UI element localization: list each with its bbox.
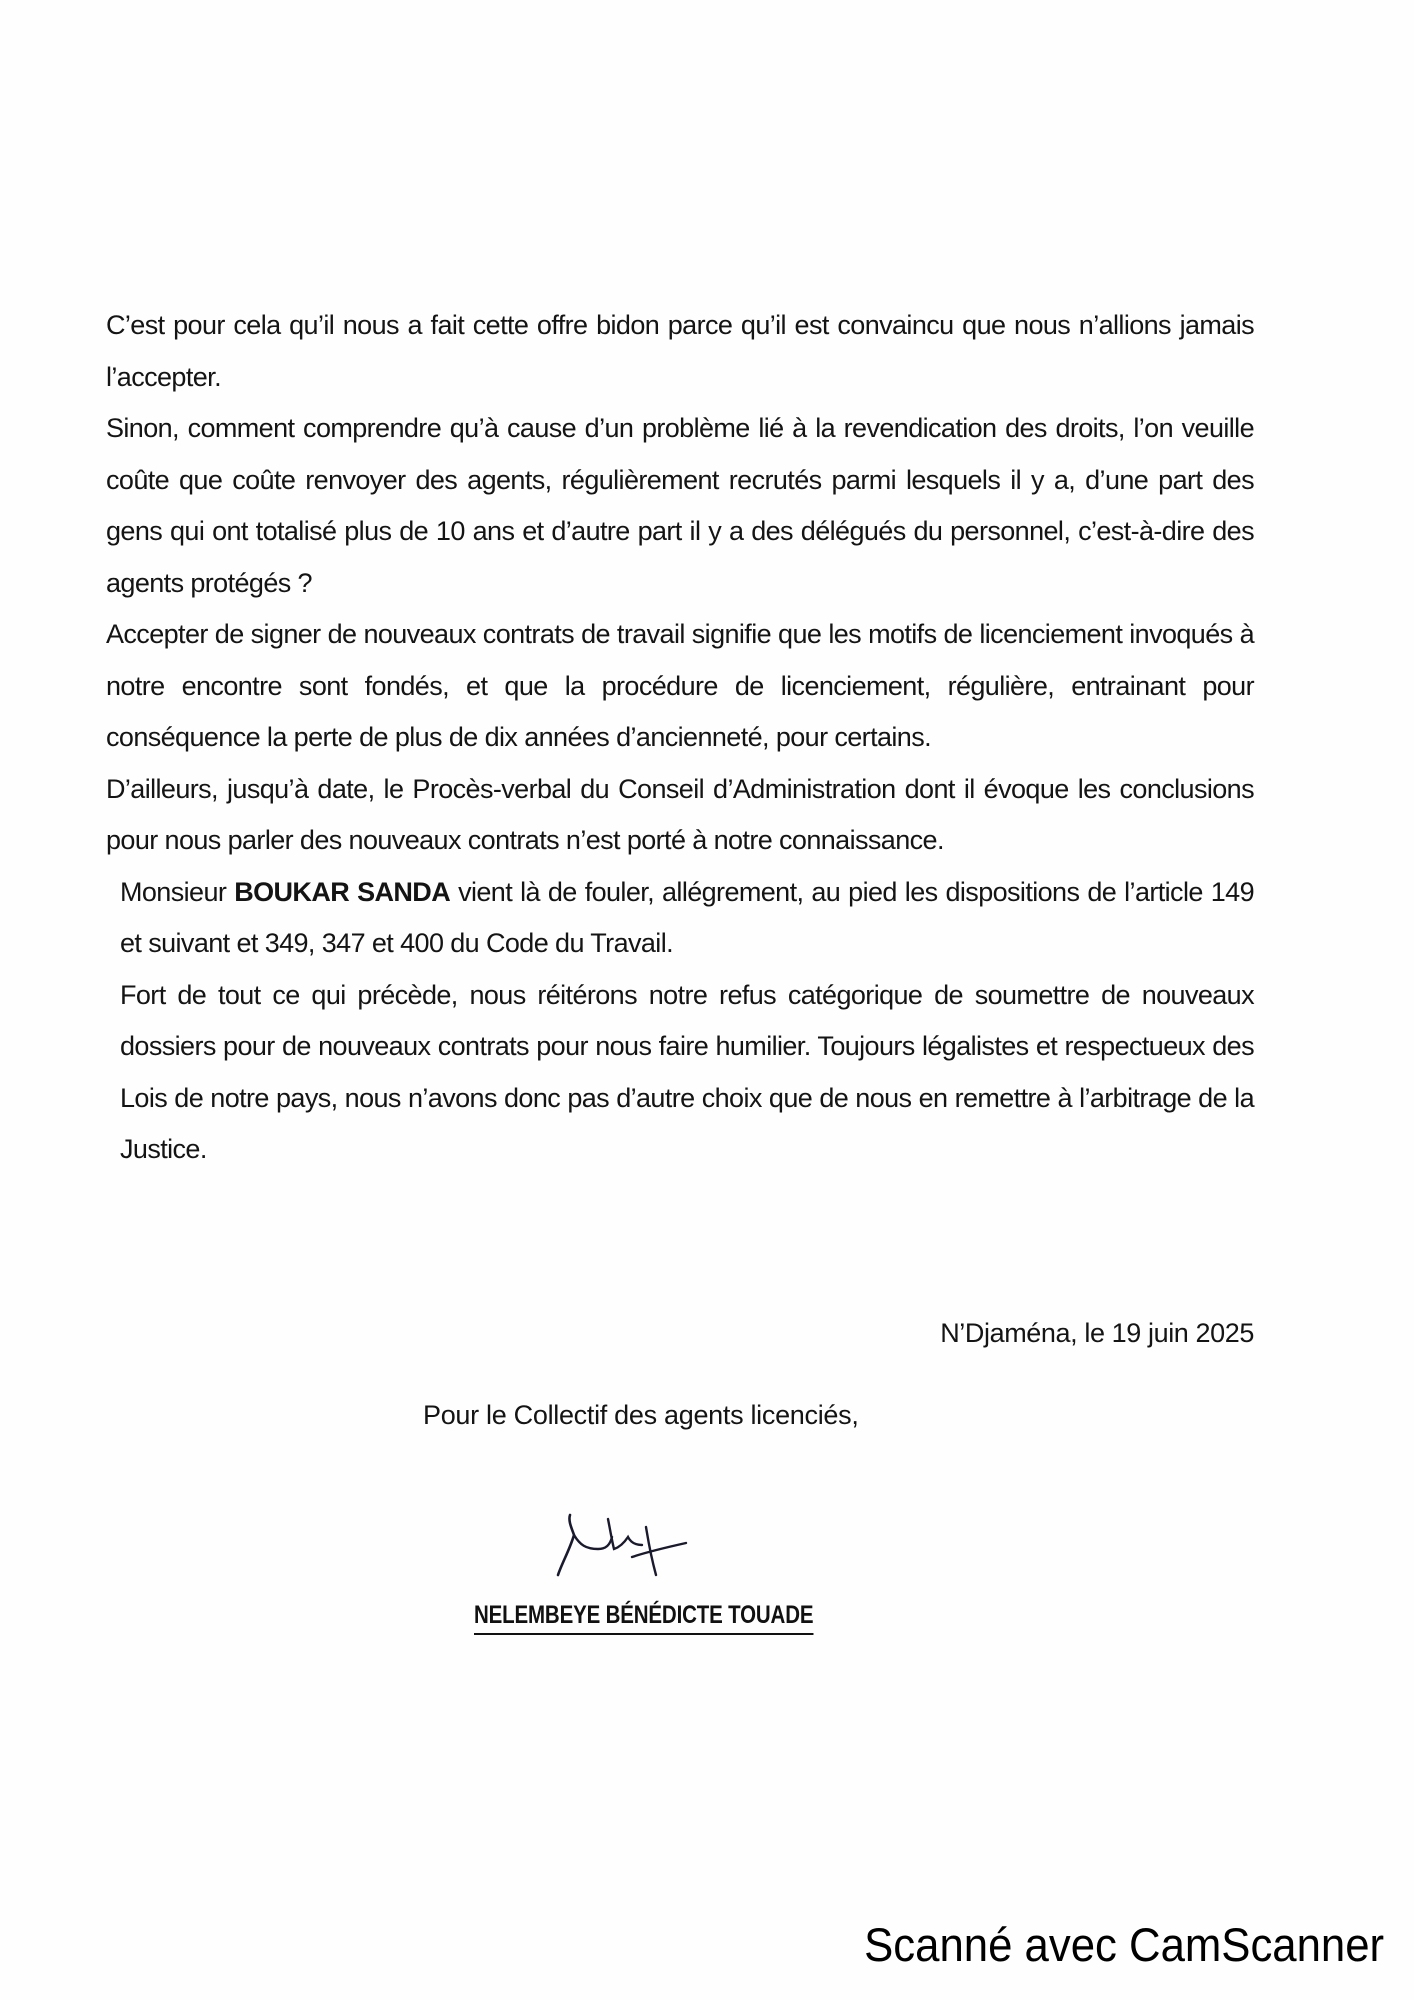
signer-name: NELEMBEYE BÉNÉDICTE TOUADE bbox=[474, 1598, 813, 1635]
closing-salutation: Pour le Collectif des agents licenciés, bbox=[423, 1400, 859, 1430]
letter-body bbox=[106, 300, 1254, 1176]
paragraph-offer: C’est pour cela qu’il nous a fait cette offre bidon parce qu’il est convaincu que nous n’allions jamais l’accepter. bbox=[106, 310, 1254, 392]
place-and-date: N’Djaména, le 19 juin 2025 bbox=[940, 1318, 1254, 1348]
camscanner-watermark: Scanné avec CamScanner bbox=[864, 1918, 1384, 1971]
paragraph-code-du-travail bbox=[106, 867, 1254, 970]
handwritten-signature-icon bbox=[550, 1505, 720, 1585]
paragraph-contracts: Accepter de signer de nouveaux contrats de travail signifie que les motifs de licenciement invoqués à notre encontre sont fondés, et que la procédure de licenciement, régulière, entrainant pour conséquence la perte de plus de dix années d’ancienneté, pour certains. bbox=[106, 619, 1254, 752]
paragraph-prefix: Monsieur bbox=[120, 876, 235, 907]
paragraph-proces-verbal: D’ailleurs, jusqu’à date, le Procès-verbal du Conseil d’Administration dont il évoque les conclusions pour nous parler des nouveaux contrats n’est porté à notre connaissance. bbox=[106, 773, 1254, 855]
paragraph-conclusion: Fort de tout ce qui précède, nous réitérons notre refus catégorique de soumettre de nouveaux dossiers pour de nouveaux contrats pour nous faire humilier. Toujours légalistes et respectueux des Lois de notre pays, nous n’avons donc pas d’autre choix que de nous en remettre à l’arbitrage de la Justice. bbox=[120, 979, 1254, 1164]
paragraph-question: Sinon, comment comprendre qu’à cause d’un problème lié à la revendication des droits, l’on veuille coûte que coûte renvoyer des agents, régulièrement recrutés parmi lesquels il y a, d’une part des gens qui ont totalisé plus de 10 ans et d’autre part il y a des délégués du personnel, c’est-à-dire des agents protégés ? bbox=[106, 413, 1254, 598]
named-person: BOUKAR SANDA bbox=[234, 876, 451, 907]
paragraph-suffix: vient là de fouler, allégrement, au pied les dispositions de l’article 149 et suivant et 349, 347 et 400 du Code du Travail. bbox=[120, 876, 1254, 958]
